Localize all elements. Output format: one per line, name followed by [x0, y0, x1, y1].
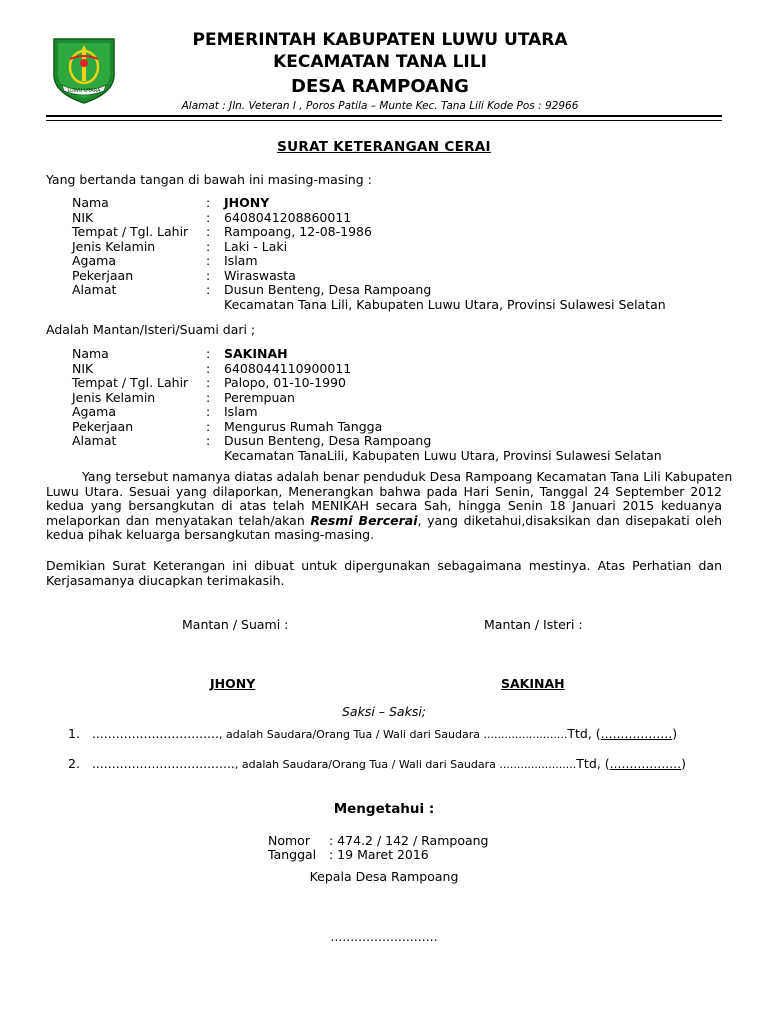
header-district: KECAMATAN TANA LILI [273, 52, 487, 72]
header-divider-thick [46, 115, 722, 117]
nomor-value: : 474.2 / 142 / Rampoang [329, 833, 489, 848]
witness-1: 1. ................................, adalah Saudara/Orang Tua / Wali dari Saudara ........................Ttd, (..................) [68, 726, 678, 741]
body-paragraph: Yang tersebut namanya diatas adalah benar penduduk Desa Rampoang Kecamatan Tana Lili Kabupaten Luwu Utara. Sesuai yang dilaporkan, Menerangkan bahwa pada Hari Senin, Tanggal 24 September 2012 kedua yang bersangkutan di atas telah MENIKAH secara Sah, hingga Senin 18 Januari 2015 keduanya melaporkan dan menyatakan telah/akan Resmi Bercerai, yang diketahui,disaksikan dan disepakati oleh kedua pihak keluarga bersangkutan masing-masing. [46, 469, 733, 543]
signature-name-wife: SAKINAH [501, 676, 565, 691]
document-title: SURAT KETERANGAN CERAI [277, 139, 491, 155]
witnesses-heading: Saksi – Saksi; [341, 704, 427, 719]
header-address: Alamat : Jln. Veteran I , Poros Patila – Munte Kec. Tana Lili Kode Pos : 92966 [181, 100, 579, 112]
resmi-bercerai-emphasis: Resmi Bercerai [310, 512, 418, 528]
nomor-label: Nomor [268, 833, 310, 848]
tanggal-value: : 19 Maret 2016 [329, 847, 429, 862]
header-village: DESA RAMPOANG [291, 76, 469, 97]
signature-label-wife: Mantan / Isteri : [484, 617, 583, 632]
document-page: LUWU UTARA PEMERINTAH KABUPATEN LUWU UTARA KECAMATAN TANA LILI DESA RAMPOANG Alamat : Jln. Veteran I , Poros Patila – Munte Kec. Tana Lili Kode Pos : 92966 SURAT KETERANGAN CERAI Yang bertanda tangan di bawah ini masing-masing : Nama : JHONY NIK : 6408041208860011 Tempat / Tgl. Lahir : Rampoang, 12-08-1986 Jenis Kelamin : Laki - Laki Agama : Islam Pekerjaan : Wiraswasta Alamat : Dusun Benteng, Desa Rampoang Kecamatan Tana Lili, Kabupaten Luwu Utara, Provinsi Sulawesi Selatan Adalah Mantan/Isteri/Suami dari ; Nama : SAKINAH NIK : 6408044110900011 Tempat / Tgl. Lahir : Palopo, 01-10-1990 Jenis Kelamin : Perempuan Agama : Islam Pekerjaan : Mengurus Rumah Tangga Alamat : Dusun Benteng, Desa Rampoang Kecamatan TanaLili, Kabupaten Luwu Utara, Provinsi Sulawesi Selatan Yang tersebut namanya diatas adalah benar penduduk Desa Rampoang Kecamatan Tana Lili Kabupaten Luwu Utara. Sesuai yang dilaporkan, Menerangkan bahwa pada Hari Senin, Tanggal 24 September 2012 kedua yang bersangkutan di atas telah MENIKAH secara Sah, hingga Senin 18 Januari 2015 keduanya melaporkan dan menyatakan telah/akan Resmi Bercerai, yang diketahui,disaksikan dan disepakati oleh kedua pihak keluarga bersangkutan masing-masing. Demikian Surat Keterangan ini dibuat untuk dipergunakan sebagaimana mestinya. Atas Perhatian dan Kerjasamanya diucapkan terimakasih. Mantan / Suami : Mantan / Isteri : JHONY SAKINAH Saksi – Saksi; 1. ................................, adalah Saudara/Orang Tua / Wali dari Saudara ........................Ttd, (..................) 2. ...................................., adalah Saudara/Orang Tua / Wali dari Saudara ......................Ttd, (..................) Mengetahui : Nomor : 474.2 / 142 / Rampoang Tanggal : 19 Maret 2016 Kepala Desa Rampoang ........................... [0, 0, 768, 1024]
village-head-title: Kepala Desa Rampoang [309, 869, 459, 884]
logo-ribbon-text: LUWU UTARA [67, 88, 101, 94]
closing-paragraph: Demikian Surat Keterangan ini dibuat untuk dipergunakan sebagaimana mestinya. Atas Perhatian dan Kerjasamanya diucapkan terimakasih. [46, 558, 722, 588]
signature-label-husband: Mantan / Suami : [182, 617, 289, 632]
signature-name-husband: JHONY [210, 676, 256, 691]
tanggal-label: Tanggal [268, 847, 317, 862]
relation-text: Adalah Mantan/Isteri/Suami dari ; [46, 322, 256, 337]
header-divider-thin [46, 120, 722, 121]
regency-emblem-logo [48, 33, 120, 105]
intro-text: Yang bertanda tangan di bawah ini masing-masing : [46, 172, 372, 187]
header-government: PEMERINTAH KABUPATEN LUWU UTARA [192, 30, 568, 50]
village-head-signature-line: ........................... [330, 929, 438, 944]
approval-heading: Mengetahui : [333, 801, 435, 817]
witness-2: 2. ...................................., adalah Saudara/Orang Tua / Wali dari Saudara ......................Ttd, (..................) [68, 756, 686, 771]
